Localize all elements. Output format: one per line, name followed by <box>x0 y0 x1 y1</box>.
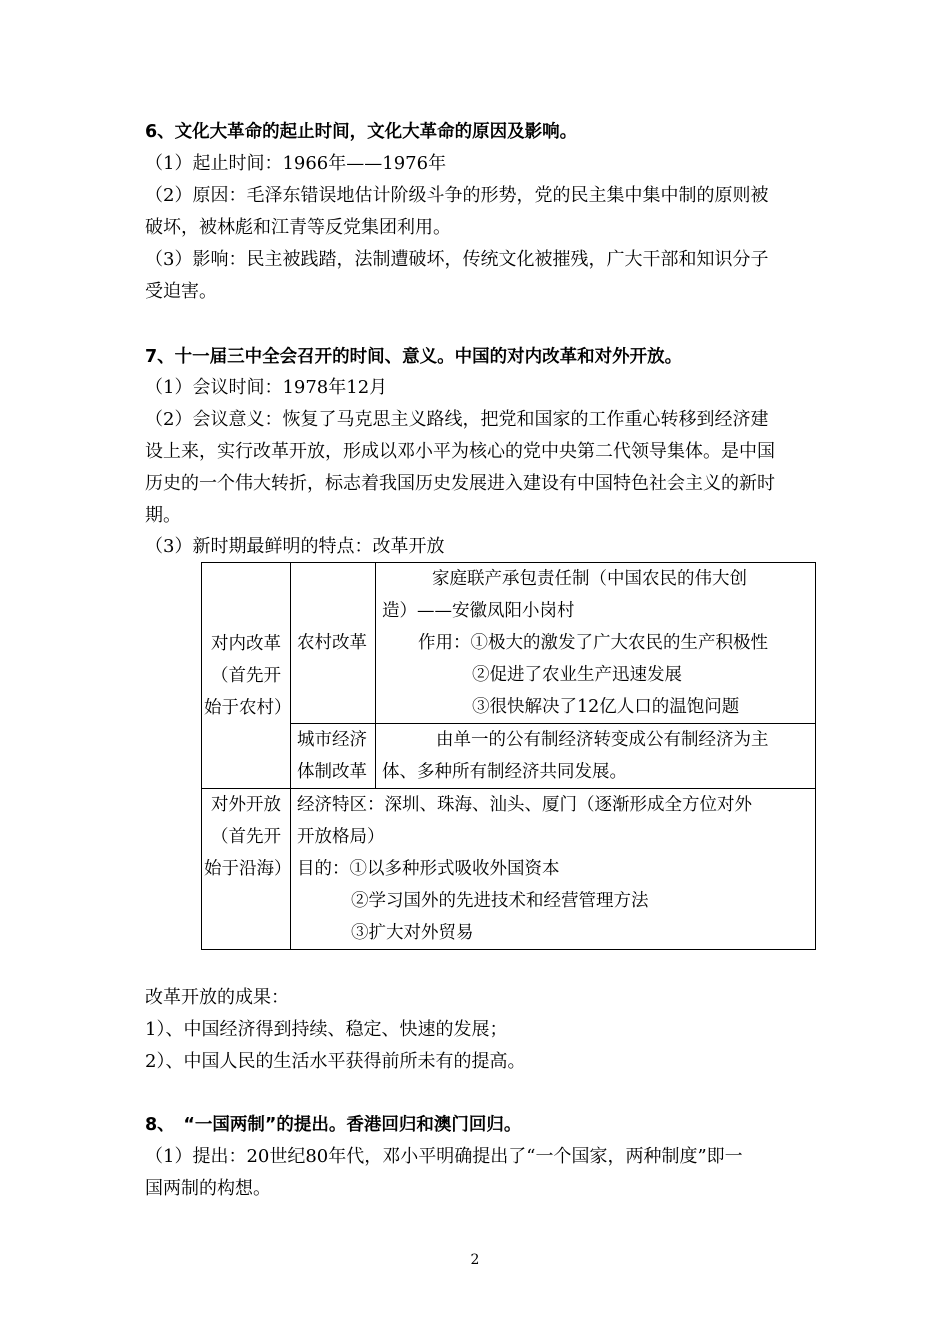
section8-p1b: 国两制的构想。 <box>145 1178 271 1199</box>
rural-line-2: 造）——安徽凤阳小岗村 <box>382 601 575 621</box>
section8-heading: 8、 “一国两制”的提出。香港回归和澳门回归。 <box>145 1115 522 1135</box>
urban-reform-label: 城市经济体制改革 <box>291 724 376 789</box>
table-row <box>202 724 816 789</box>
section7-p1: （1）会议时间：1978年12月 <box>145 377 388 398</box>
rural-reform-label: 农村改革 <box>291 563 376 724</box>
opening-line-5: ③扩大对外贸易 <box>351 923 474 943</box>
section6-p2a: （2）原因：毛泽东错误地估计阶级斗争的形势，党的民主集中集中制的原则被 <box>145 185 769 206</box>
section6-p2b: 破坏，被林彪和江青等反党集团利用。 <box>145 217 451 238</box>
results-item-2: 2）、中国人民的生活水平获得前所未有的提高。 <box>145 1051 526 1072</box>
section6-p1: （1）起止时间：1966年——1976年 <box>145 153 447 174</box>
section7-p2c: 历史的一个伟大转折，标志着我国历史发展进入建设有中国特色社会主义的新时 <box>145 473 775 494</box>
page-number: 2 <box>470 1252 480 1268</box>
results-item-1: 1）、中国经济得到持续、稳定、快速的发展； <box>145 1019 508 1040</box>
rural-line-1: 家庭联产承包责任制（中国农民的伟大创 <box>432 569 747 589</box>
reform-table <box>201 562 816 950</box>
opening-line-4: ②学习国外的先进技术和经营管理方法 <box>351 891 649 911</box>
rural-line-3: 作用：①极大的激发了广大农民的生产积极性 <box>418 633 768 653</box>
section8-p1a: （1）提出：20世纪80年代，邓小平明确提出了“一个国家，两种制度”即一 <box>145 1146 743 1167</box>
rural-line-5: ③很快解决了12亿人口的温饱问题 <box>472 697 740 717</box>
urban-reform-content <box>376 724 816 789</box>
opening-line-3: 目的：①以多种形式吸收外国资本 <box>297 859 560 879</box>
section6-p3a: （3）影响：民主被践踏，法制遭破坏，传统文化被摧残，广大干部和知识分子 <box>145 249 769 270</box>
urban-line-1: 由单一的公有制经济转变成公有制经济为主 <box>436 730 769 750</box>
opening-line-1: 经济特区：深圳、珠海、汕头、厦门（逐渐形成全方位对外 <box>297 795 752 815</box>
inner-reform-label: 对内改革（首先开始于农村） <box>202 563 291 789</box>
urban-line-2: 体、多种所有制经济共同发展。 <box>382 762 627 782</box>
section7-p3: （3）新时期最鲜明的特点：改革开放 <box>145 536 445 557</box>
section7-heading: 7、十一届三中全会召开的时间、意义。中国的对内改革和对外开放。 <box>145 347 683 367</box>
section7-p2a: （2）会议意义：恢复了马克思主义路线，把党和国家的工作重心转移到经济建 <box>145 409 769 430</box>
rural-line-4: ②促进了农业生产迅速发展 <box>472 665 682 685</box>
table-row <box>202 789 816 950</box>
opening-content <box>291 789 816 950</box>
section6-p3b: 受迫害。 <box>145 281 217 302</box>
results-title: 改革开放的成果： <box>145 987 289 1008</box>
rural-reform-content <box>376 563 816 724</box>
section7-p2b: 设上来，实行改革开放，形成以邓小平为核心的党中央第二代领导集体。是中国 <box>145 441 775 462</box>
section6-heading: 6、文化大革命的起止时间，文化大革命的原因及影响。 <box>145 122 578 142</box>
opening-line-2: 开放格局） <box>297 827 385 847</box>
table-row <box>202 563 816 724</box>
opening-label: 对外开放（首先开始于沿海） <box>202 789 291 950</box>
section7-p2d: 期。 <box>145 505 181 526</box>
